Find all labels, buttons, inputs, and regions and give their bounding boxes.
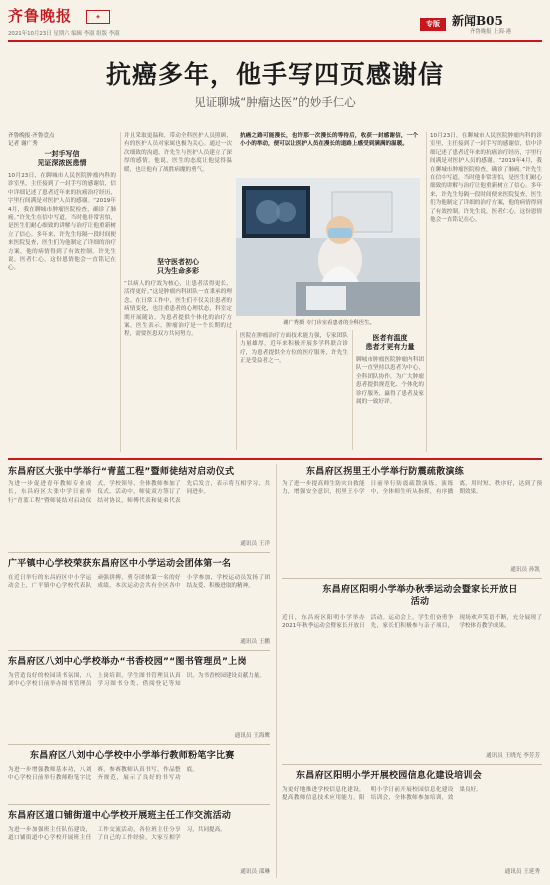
- byline: 齐鲁晚报·齐鲁壹点 记者 谢广秀: [8, 133, 55, 147]
- article-lead: 抗癌之路可能漫长，也许那一次漫长的等待后，收获一封感谢信，一个小小的举动，便可以让医护人员在漫长的道路上感受到满满的温暖。: [240, 133, 418, 148]
- brief-credit-7: 通讯员 王延秀: [504, 869, 540, 875]
- page-label: 新闻B05: [452, 14, 503, 28]
- section-rule: [8, 458, 542, 460]
- issue-line: 2021年10月23日 星期六 编辑 李淑 组版 李淑: [8, 31, 120, 37]
- brief-body-6: 为进一步增强教师基本功，八刘中心学校日前举行教师粉笔字比赛，参赛教师认真书写，作品整齐规范，展示了良好的书写功底。: [8, 767, 198, 782]
- section-tag: 专版: [420, 18, 446, 31]
- brief-title-4: 东昌府区阳明小学举办秋季运动会暨家长开放日活动: [322, 585, 518, 608]
- brief-title-5: 东昌府区八刘中心学校举办“书香校园”“图书管理员”上岗: [8, 657, 247, 667]
- brief-title-1: 东昌府区大张中学举行“青蓝工程”暨师徒结对启动仪式: [8, 467, 235, 477]
- brief-title-8: 东昌府区道口铺街道中心学校开展班主任工作交流活动: [8, 811, 232, 821]
- col-divider: [426, 132, 427, 452]
- brief-divider: [282, 764, 542, 765]
- brief-body-8: 为进一步加强班主任队伍建设，道口铺街道中心学校开展班主任工作交流活动，各位班主任分享了自己的工作经验，大家互相学习，共同提高。: [8, 827, 226, 842]
- brief-title-3: 广平镇中心学校荣获东昌府区中小学运动会团体第一名: [8, 559, 232, 569]
- brief-body-5: 为营造良好的校园读书氛围，八刘中心学校日前举办图书管理员上岗培训，学生图书管理员认真学习图书分类、借阅登记等知识，为书香校园建设贡献力量。: [8, 673, 265, 688]
- col-divider: [276, 464, 277, 878]
- subhead-3: 医者有温度 患者才更有力量: [365, 334, 415, 352]
- doctor-photo: [236, 178, 420, 316]
- brief-title-7: 东昌府区阳明小学开展校园信息化建设培训会: [296, 771, 483, 781]
- masthead: [8, 6, 128, 28]
- brief-credit-2: 通讯员 孙凯: [510, 567, 540, 573]
- newspaper-logo: 齐鲁晚报: [8, 7, 73, 25]
- brief-body-4: 近日，东昌府区阳明小学举办2021年秋季运动会暨家长开放日活动。运动会上，学生们奋勇争先，家长们积极参与亲子项目，现场欢声笑语不断，充分展现了学校体育教学成果。: [282, 615, 542, 630]
- brief-body-1: 为进一步促进青年教师专业成长，东昌府区大张中学日前举行“青蓝工程”暨师徒结对启动仪式，学校领导、全体教师参加了仪式。活动中，师徒双方签订了结对协议，师傅代表和徒弟代表先后发言，表示将互相学习、共同进步。: [8, 481, 270, 504]
- subhead-2: 坚守医者初心 只为生命多彩: [157, 258, 199, 276]
- doctor-illustration: [236, 178, 420, 316]
- brief-credit-1: 通讯员 王洋: [240, 541, 270, 547]
- article-col-2: 并且采取更温和，带动全科医护人员照顾，有的医护人员对家属也极为关心。通过一次次细致的沟通，许先生与医护人员建立了深厚的感情，他说，医生的态度让他觉得温暖，也让他有了战胜病魔的勇气。: [124, 133, 232, 173]
- logo-seal-icon: ◈: [86, 10, 110, 24]
- brief-credit-8: 通讯员 邵琳: [240, 869, 270, 875]
- article-col-4: 聊城市肿瘤医院肿瘤内科团队一直坚持以患者为中心，全科团队协作，为广大肿瘤患者提供规范化、个体化的诊疗服务，赢得了患者及家属的一致好评。: [356, 357, 424, 406]
- page-sub: 齐鲁晚报 上海·港: [470, 29, 512, 35]
- subhead-1: 一封手写信 见证深浓医患情: [37, 150, 87, 168]
- article-col-2b: “以病人的疗效为核心，让患者活得更长、活得更好。”这是肿瘤内科团队一直秉承的理念。在日常工作中，医生们不仅关注患者的病情变化，也注重患者的心理状态，科室定期开展随访，为患者提供个体化的治疗方案。医生表示，肿瘤治疗是一个长期的过程，需要医患双方共同努力。: [124, 281, 232, 338]
- col-divider: [120, 132, 121, 452]
- page-title: 抗癌多年，他手写四页感谢信: [105, 60, 444, 89]
- article-col-3: 医院在肿瘤治疗方面技术能力强，专家团队力量雄厚，近年来积极开展多学科联合诊疗，为患者提供全方位的医疗服务，许先生正是受益者之一。: [240, 333, 348, 365]
- brief-divider: [8, 650, 270, 651]
- top-rule: [8, 40, 542, 42]
- brief-body-7: 为更好地推进学校信息化建设，提高教师信息技术应用能力，阳明小学日前开展校园信息化建设培训会，全体教师参加培训，效果良好。: [282, 787, 482, 802]
- brief-credit-3: 通讯员 王鹏: [240, 639, 270, 645]
- brief-body-3: 在近日举行的东昌府区中小学运动会上，广平镇中心学校代表队顽强拼搏，勇夺团体第一名的好成绩。本次运动会共有全区各中小学参加，学校运动员发扬了团结友爱、积极进取的精神。: [8, 575, 270, 590]
- brief-divider: [8, 744, 270, 745]
- brief-divider: [8, 552, 270, 553]
- col-divider: [236, 330, 237, 450]
- photo-caption: 谢广秀摄 专门诊室看患者的全科医生。: [283, 320, 375, 326]
- brief-credit-5: 通讯员 王海鹰: [234, 733, 270, 739]
- brief-credit-4: 通讯员 王晓光 李芳芳: [486, 753, 540, 759]
- brief-body-2: 为了进一步提高师生防灾自救能力，增强安全意识，拐里王小学日前举行防震疏散演练。演练中，全体师生听从指挥，有序撤离，用时短、秩序好，达到了预期效果。: [282, 481, 542, 496]
- col-divider: [352, 330, 353, 450]
- article-col-5: 10月23日，在聊城市人民医院肿瘤内科的诊室里，主任接到了一封手写的感谢信，信中详细记述了患者近年来的抗癌治疗经历，字里行间满是对医护人员的感谢。“2019年4月，我在聊城市肿瘤医院检查，确诊了肺癌。”许先生在信中写道，当时他非常害怕，是医生们耐心细致的讲解与治疗让他重新树立了信心。多年来，许先生每隔一段时间便来医院复查，医生们为他制定了详细的治疗方案，他的病情得到了有效控制。许先生说，医者仁心，这份恩情他会一直铭记在心。: [430, 133, 542, 224]
- article-col-1: 10月23日，在聊城市人民医院肿瘤内科的诊室里，主任接到了一封手写的感谢信，信中详细记述了患者近年来的抗癌治疗经历，字里行间满是对医护人员的感谢。“2019年4月，我在聊城市肿瘤医院检查，确诊了肺癌。”许先生在信中写道，当时他非常害怕，是医生们耐心细致的讲解与治疗让他重新树立了信心。多年来，许先生每隔一段时间便来医院复查，医生们为他制定了详细的治疗方案，他的病情得到了有效控制。许先生说，医者仁心，这份恩情他会一直铭记在心。: [8, 173, 116, 272]
- page-subtitle: 见证聊城“肿瘤达医”的妙手仁心: [194, 95, 356, 109]
- brief-divider: [8, 804, 270, 805]
- brief-title-6: 东昌府区八刘中心学校中小学举行教师粉笔字比赛: [30, 751, 235, 761]
- brief-title-2: 东昌府区拐里王小学举行防震疏散演练: [306, 467, 465, 477]
- brief-divider: [282, 578, 542, 579]
